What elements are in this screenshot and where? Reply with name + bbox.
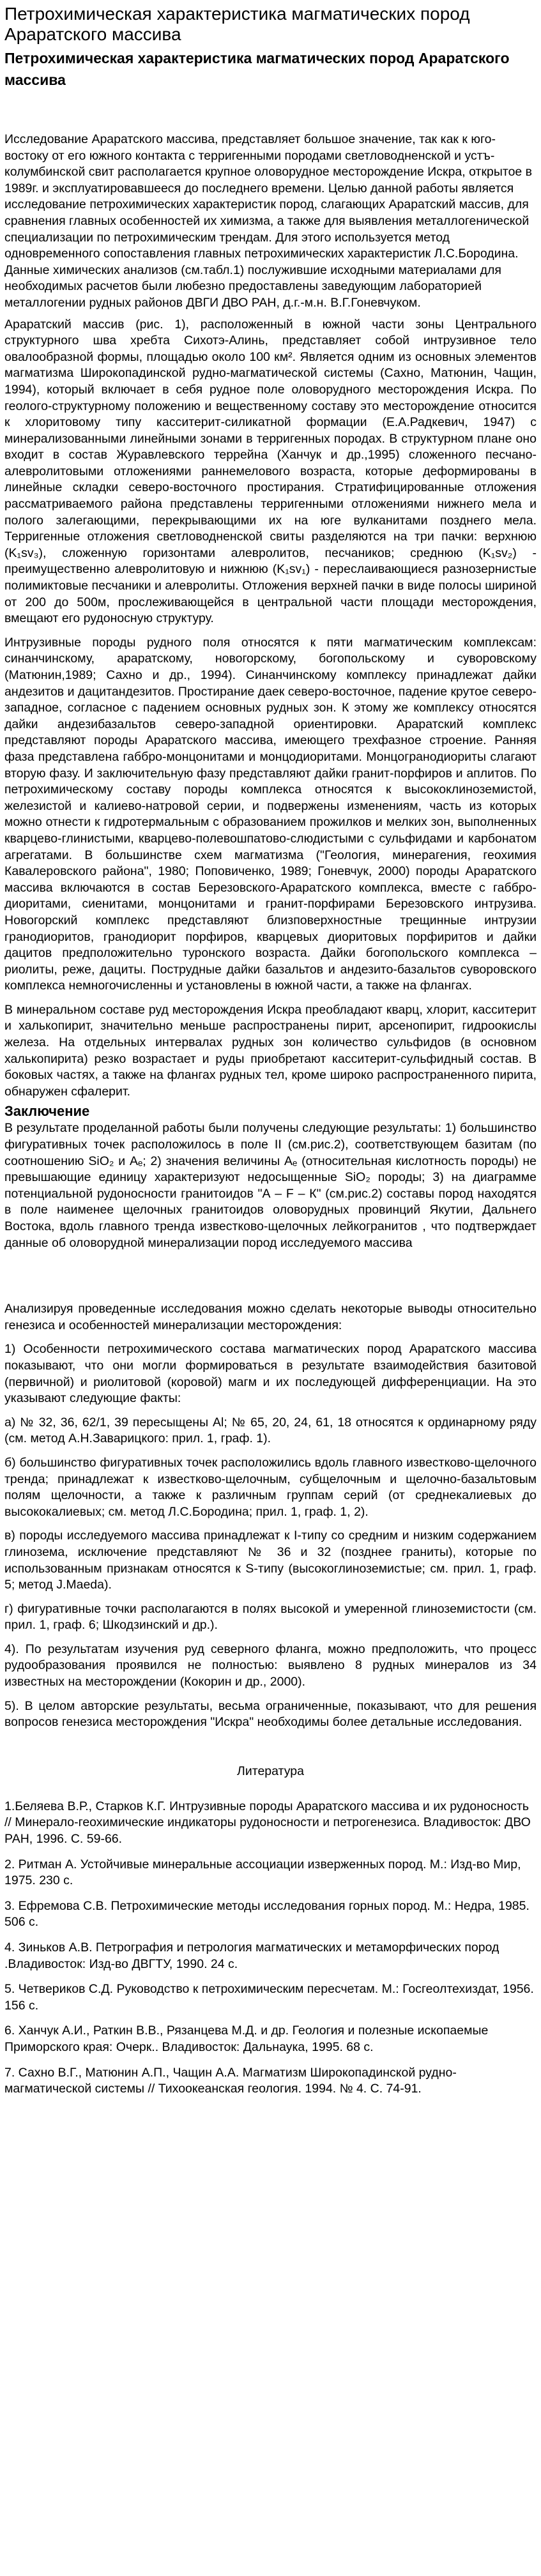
intro-paragraph: Исследование Араратского массива, представляет большое значение, так как к юго-востоку от его южного контакта с терригенными породами светловодненской и устъ-колумбинской свит располагается крупное оловорудное месторождение Искра, открытое в 1989г. и эксплуатировавшееся до последнего времени. Целью данной работы является исследование петрохимических характеристик пород, слагающих Араратский массив, для сравнения главных особенностей их химизма, а также для выявления металлогенической специализации по петрохимическим трендам. Для этого используется метод одновременного сопоставления главных петрохимических характеристик Л.С.Бородина. Данные химических анализов (см.табл.1) послужившие исходными материалами для необходимых расчетов были любезно предоставлены заведующим лабораторией металлогении рудных районов ДВГИ ДВО РАН, д.г.-м.н. В.Г.Гоневчуком. <box>4 132 533 310</box>
reference-item: 1.Беляева В.Р., Старков К.Г. Интрузивные породы Араратского массива и их рудоносность // Минерало-геохимические индикаторы рудоносности и петрогенезиса. Владивосток: ДВО РАН, 1996. С. 59-66. <box>4 1799 531 1847</box>
body-paragraph-geology: Араратский массив (рис. 1), расположенный в южной части зоны Центрального структурного шва хребта Сихотэ-Алинь, представляет собой интрузивное тело овалообразной формы, площадью около 100 км². Является одним из основных элементов магматизма Широкопадинской рудно-магматической системы (Сахно, Матюнин, Чащин, 1994), который включает в себя рудное поле оловорудного месторождения Искра. По геолого-структурному положению и вещественному составу это месторождение относится к хлоритовому типу касситерит-силикатной формации (Е.А.Радкевич, 1947) с минерализованными линейными зонами в терригенных породах. В структурном плане оно входит в состав Журавлевского террейна (Ханчук и др.,1995) сложенного песчано-алевролитовыми отложениями раннемелового возраста, которые деформированы в линейные складки северо-восточного простирания. Стратифицированные отложения рассматриваемого района представлены терригенными отложениями нижнего мела и полого залегающими, перекрывающими их на юге вулканитами позднего мела. Терригенные отложения светловодненской свиты разделяются на три пачки: верхнюю (K₁sv₃), сложенную горизонтами алевролитов, песчаников; среднюю (K₁sv₂) - преимущественно алевролитовую и нижнюю (K₁sv₁) - переслаивающиеся разнозернистые полимиктовые песчаники и алевролиты. Отложения верхней пачки в виде полосы шириной от 200 до 500м, прослеживающейся в центральной части площади месторождения, вмещают его рудоносную структуру. <box>4 317 537 626</box>
reference-list <box>4 1799 537 2098</box>
reference-item: 7. Сахно В.Г., Матюнин А.П., Чащин А.А. Магматизм Широкопадинской рудно-магматической системы // Тихоокеанская геология. 1994. № 4. С. 74-91. <box>4 2065 457 2096</box>
conclusion-paragraph: В результате проделанной работы были получены следующие результаты: 1) большинство фигуративных точек расположилось в поле II (см.рис.2), соответствующем базитам (по соотношению SiO₂ и Aₑ; 2) значения величины Aₑ (относительная кислотность породы) не превышающие единицу характеризуют недосыщенные SiO₂ породы; 3) на диаграмме потенциальной рудоносности гранитоидов "А – F – К" (см.рис.2) составы пород находятся в поле наименее щелочных гранитоидов оловорудных провинций Якутии, Дальнего Востока, вдоль главного тренда известково-щелочных лейкогранитов , что подтверждает данные об оловорудной минерализации пород исследуемого массива <box>4 1121 537 1250</box>
literature-heading: Литература <box>237 1764 304 1778</box>
analysis-paragraph: Анализируя проведенные исследования можно сделать некоторые выводы относительно генезиса и особенностей минерализации месторождения: <box>4 1302 537 1332</box>
analysis-paragraph: а) № 32, 36, 62/1, 39 пересыщены Al; № 65, 20, 24, 61, 18 относятся к ординарному ряду (см. метод А.Н.Заварицкого: прил. 1, граф. 1). <box>4 1415 537 1446</box>
reference-item: 3. Ефремова С.В. Петрохимические методы исследования горных пород. М.: Недра, 1985. 506 с. <box>4 1898 530 1930</box>
conclusion-heading: Заключение <box>4 1103 90 1120</box>
analysis-paragraph: г) фигуративные точки располагаются в полях высокой и умеренной глиноземистости (см. прил. 1, граф. 6; Шкодзинский и др.). <box>4 1601 537 1633</box>
body-paragraph-minerals: В минеральном составе руд месторождения Искра преобладают кварц, хлорит, касситерит и халькопирит, значительно меньше распространены пирит, арсенопирит, гидроокислы железа. На отдельных интервалах рудных зон количество сульфидов (в основном халькопирита) резко возрастает и руды приобретают касситерит-сульфидный состав. В боковых частях, а также на флангах рудных тел, кроме широко распространенного пирита, обнаружен сфалерит. <box>4 1002 537 1099</box>
analysis-paragraph: 5). В целом авторские результаты, весьма ограниченные, показывают, что для решения вопросов генезиса месторождения "Искра" необходимы более детальные исследования. <box>4 1698 537 1730</box>
analysis-paragraph: в) породы исследуемого массива принадлежат к I-типу со средним и низким содержанием глинозема, исключение представляют № 36 и 32 (позднее граниты), которые по использованным признакам относятся к S-типу (высокоглиноземистые; см. прил. 1, граф. 5; метод J.Maeda). <box>4 1528 537 1592</box>
body-paragraph-intrusions: Интрузивные породы рудного поля относятся к пяти магматическим комплексам: синанчинскому, араратскому, новогорскому, богопольскому и суворовскому (Матюнин,1989; Сахно и др., 1994). Синанчинскому комплексу принадлежат дайки андезитов и дацитандезитов. Простирание даек северо-восточное, падение крутое северо-западное, согласное с падением основных рудных зон. К этому же комплексу относятся дайки андезибазальтов северо-западной ориентировки. Араратский комплекс представляют породы Араратского массива, имеющего трехфазное строение. Ранняя фаза представлена габбро-монцонитами и монцодиоритами. Монцогранодиориты слагают вторую фазу. И заключительную фазу представляют дайки гранит-порфиров и аплитов. По петрохимическому составу породы комплекса относятся к высококлиноземистой, железистой и калиево-натровой серии, и подвержены изменениям, часть из которых можно отнести к гидротермальным с образованием прожилков и мелких зон, выполненных кварцево-глинистыми, кварцево-полевошпатово-слюдистыми с сульфидами и карбонатом агрегатами. В большинстве схем магматизма ("Геология, минерагения, геохимия Кавалеровского района", 1980; Поповиченко, 1989; Гоневчук, 2000) породы Араратского массива включаются в состав Березовского-Араратского комплекса, вместе с габбро-диоритами, сиенитами, монцонитами и гранит-порфирами Березовского интрузива. Новогорский комплекс представляют близповерхностные трещинные интрузии гранодиоритов, гранодиорит порфиров, кварцевых диоритовых порфиритов и дайки дацитов предположительно туронского возраста. Дайки богопольского комплекса – риолиты, реже, дациты. Пострудные дайки базальтов и андезито-базальтов суворовского комплекса немногочисленны и установлены в южной части, а также на флангах. <box>4 635 537 993</box>
reference-item: 5. Четвериков С.Д. Руководство к петрохимическим пересчетам. М.: Госгеолтехиздат, 1956. 156 с. <box>4 1982 534 2013</box>
analysis-paragraph: б) большинство фигуративных точек расположились вдоль главного известково-щелочного тренда; принадлежат к известково-щелочным, субщелочным и щелочно-базальтовым полям щелочности, а также к различным группам серий (от среднекалиевых до высококалиевых; см. метод Л.С.Бородина; прил. 1, граф. 1, 2). <box>4 1455 537 1519</box>
document-title: Петрохимическая характеристика магматических пород Араратского массива <box>4 50 510 88</box>
analysis-paragraph: 4). По результатам изучения руд северного фланга, можно предположить, что процесс рудообразования проявился не полностью: выявлено 8 рудных минералов из 34 известных на месторождении (Кокорин и др., 2000). <box>4 1642 537 1689</box>
reference-item: 6. Ханчук А.И., Раткин В.В., Рязанцева М.Д. и др. Геология и полезные ископаемые Приморского края: Очерк.. Владивосток: Дальнаука, 1995. 68 с. <box>4 2023 489 2054</box>
reference-item: 2. Ритман А. Устойчивые минеральные ассоциации изверженных пород. М.: Изд-во Мир, 1975. 230 с. <box>4 1857 521 1888</box>
page-title: Петрохимическая характеристика магматических пород Араратского массива <box>4 4 470 44</box>
reference-item: 4. Зиньков А.В. Петрография и петрология магматических и метаморфических пород .Владивосток: Изд-во ДВГТУ, 1990. 24 с. <box>4 1940 499 1971</box>
analysis-paragraph: 1) Особенности петрохимического состава магматических пород Араратского массива показывают, что они могли формироваться в результате взаимодействия базитовой (первичной) и риолитовой (коровой) магм и их последующей дифференциации. На это указывают следующие факты: <box>4 1342 537 1406</box>
